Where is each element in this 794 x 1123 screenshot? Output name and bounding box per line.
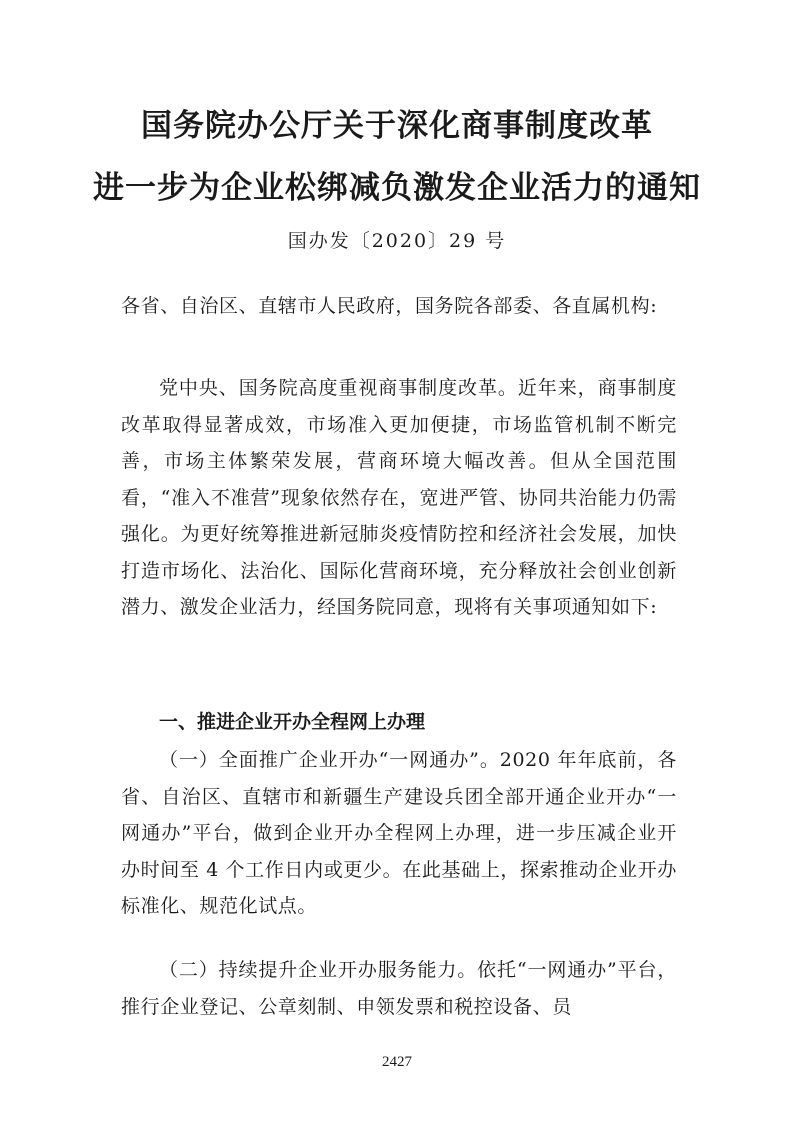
- page-number: 2427: [382, 1054, 412, 1070]
- section-heading-1: 一、推进企业开办全程网上办理: [159, 711, 426, 733]
- item-1-paragraph: （一）全面推广企业开办“一网通办”。2020 年年底前，各省、自治区、直辖市和新疆生产建设兵团全部开通企业开办“一网通办”平台，做到企业开办全程网上办理，进一步压减企业开办时间至 4 个工作日内或更少。在此基础上，探索推动企业开办标准化、规范化试点。: [121, 749, 677, 917]
- addressees-paragraph: 各省、自治区、直辖市人民政府，国务院各部委、各直属机构:: [121, 295, 658, 317]
- document-title-line-2: 进一步为企业松绑减负激发企业活力的通知: [93, 170, 701, 206]
- document-number: 国办发〔2020〕29 号: [287, 230, 507, 252]
- document-title-line-1: 国务院办公厅关于深化商事制度改革: [141, 108, 653, 144]
- intro-paragraph: 党中央、国务院高度重视商事制度改革。近年来，商事制度改革取得显著成效，市场准入更加便捷，市场监管机制不断完善，市场主体繁荣发展，营商环境大幅改善。但从全国范围看，“准入不准营”现象依然存在，宽进严管、协同共治能力仍需强化。为更好统筹推进新冠肺炎疫情防控和经济社会发展，加快打造市场化、法治化、国际化营商环境，充分释放社会创业创新潜力、激发企业活力，经国务院同意，现将有关事项通知如下:: [121, 377, 677, 618]
- item-2-paragraph: （二）持续提升企业开办服务能力。依托“一网通办”平台，推行企业登记、公章刻制、申领发票和税控设备、员: [121, 959, 677, 1018]
